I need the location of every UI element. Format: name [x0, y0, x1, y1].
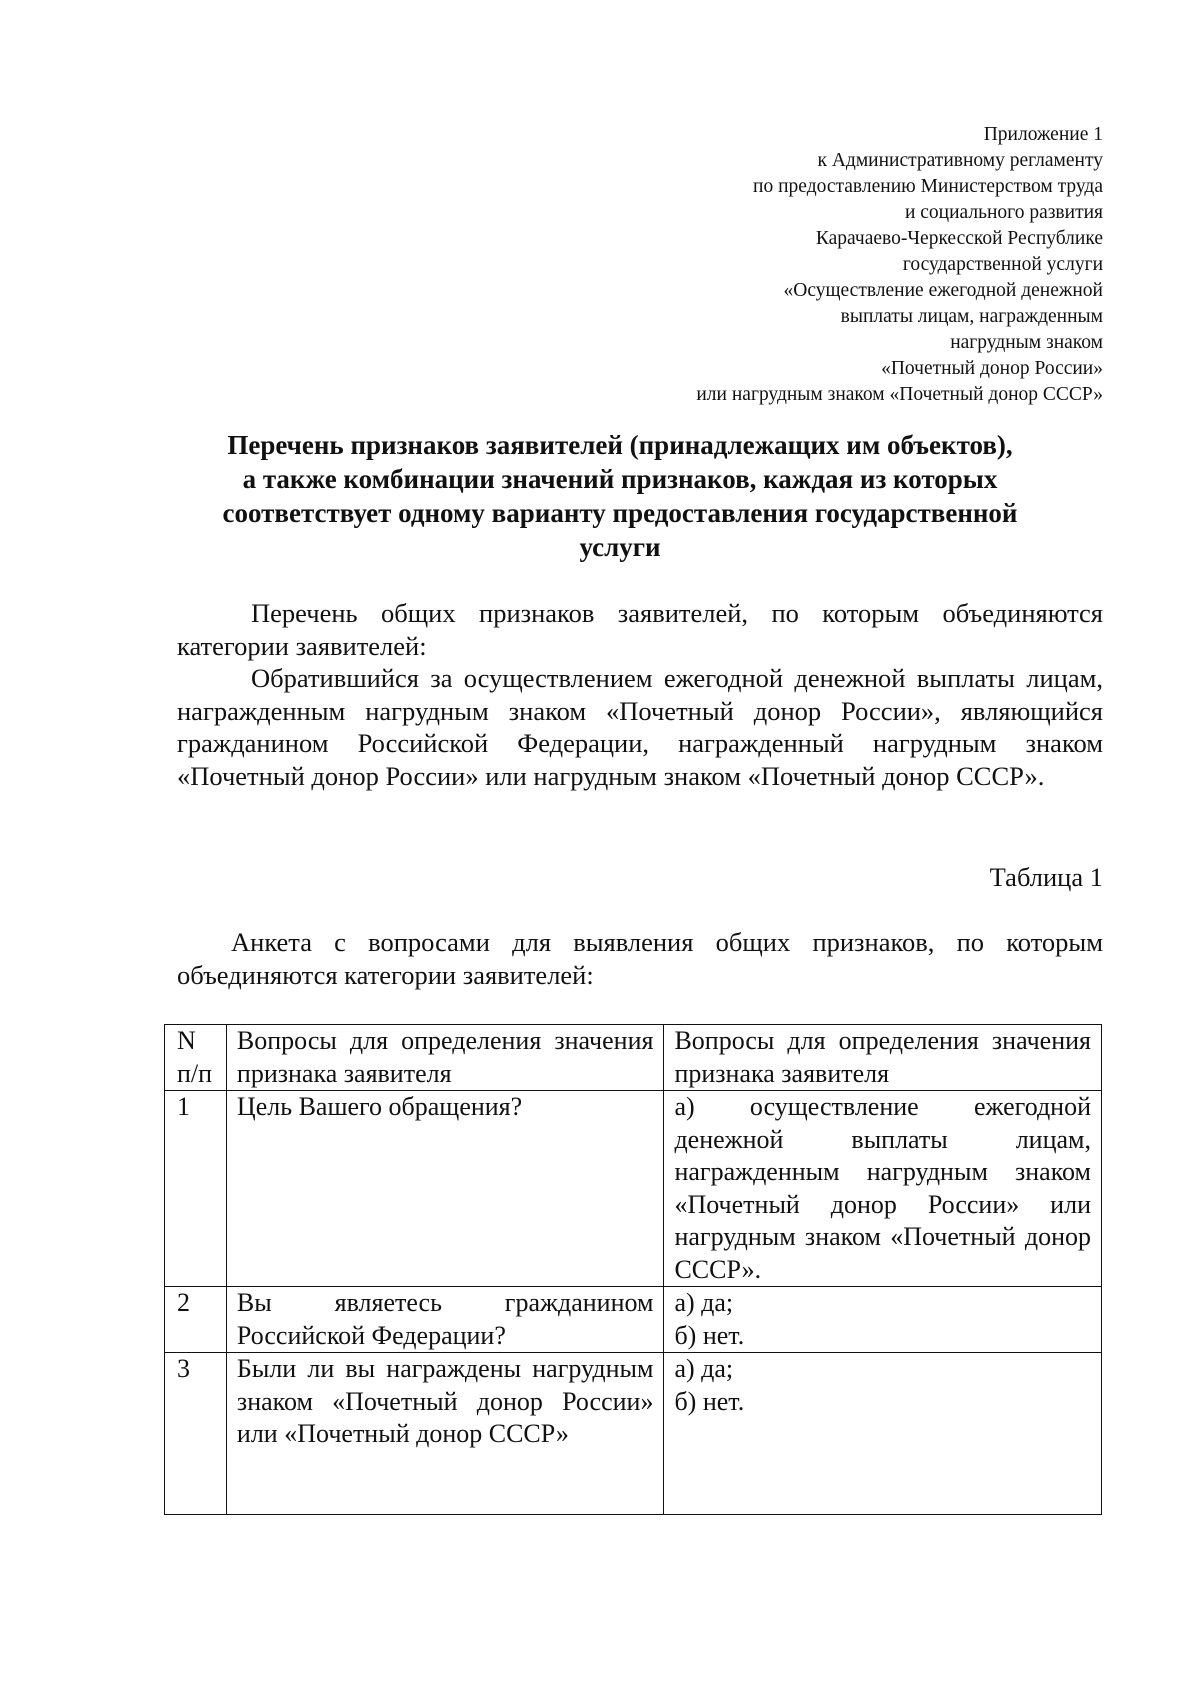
- survey-table: [164, 1024, 1102, 1515]
- appendix-line: государственной услуги: [902, 254, 1103, 275]
- row-question: Вы являетесь гражданином Российской Федерации?: [226, 1287, 664, 1353]
- appendix-line: по предоставлению Министерством труда: [753, 176, 1103, 197]
- row-answers: [664, 1091, 1102, 1287]
- table-row: [165, 1091, 1102, 1287]
- row-num: 3: [165, 1353, 227, 1515]
- table-header-row: [165, 1025, 1102, 1091]
- header-col3: Вопросы для определения значения признака заявителя: [664, 1025, 1102, 1091]
- document-title: [160, 428, 1080, 564]
- answer-line: а) осуществление ежегодной денежной выплаты лицам, награжденным нагрудным знаком «Почетный донор России» или нагрудным знаком «Почетный донор СССР».: [674, 1092, 1091, 1284]
- intro-text: [177, 597, 1103, 792]
- survey-intro: [177, 926, 1103, 991]
- appendix-line: к Административному регламенту: [817, 150, 1103, 171]
- title-line: соответствует одному варианту предоставления государственной: [222, 498, 1018, 528]
- answer-line: б) нет.: [674, 1320, 745, 1350]
- appendix-line: «Осуществление ежегодной денежной: [783, 280, 1103, 301]
- appendix-line: выплаты лицам, награжденным: [840, 306, 1103, 327]
- answer-line: б) нет.: [674, 1386, 745, 1416]
- intro-paragraph-1: Перечень общих признаков заявителей, по которым объединяются категории заявителей:: [177, 598, 1103, 661]
- appendix-line: Приложение 1: [983, 124, 1103, 145]
- title-line: а также комбинации значений признаков, каждая из которых: [242, 464, 998, 494]
- appendix-line: нагрудным знаком: [950, 332, 1103, 353]
- header-col2: Вопросы для определения значения признака заявителя: [226, 1025, 664, 1091]
- title-line: услуги: [579, 532, 661, 562]
- answer-line: а) да;: [674, 1288, 734, 1317]
- title-line: Перечень признаков заявителей (принадлежащих им объектов),: [227, 430, 1013, 460]
- table-label: Таблица 1: [989, 862, 1103, 892]
- appendix-line: Карачаево-Черкесской Республике: [815, 228, 1103, 249]
- appendix-line: и социального развития: [904, 202, 1103, 223]
- table-row: [165, 1353, 1102, 1515]
- appendix-header: [463, 122, 1103, 408]
- row-question: Цель Вашего обращения?: [226, 1091, 664, 1287]
- survey-intro-paragraph: Анкета с вопросами для выявления общих признаков, по которым объединяются категории заявителей:: [177, 927, 1103, 990]
- row-num: 2: [165, 1287, 227, 1353]
- row-num: 1: [165, 1091, 227, 1287]
- table-row: [165, 1287, 1102, 1353]
- appendix-line: или нагрудным знаком «Почетный донор СССР»: [696, 384, 1103, 405]
- appendix-line: «Почетный донор России»: [881, 358, 1103, 379]
- header-num: N п/п: [165, 1025, 227, 1091]
- row-answers: [664, 1287, 1102, 1353]
- intro-paragraph-2: Обратившийся за осуществлением ежегодной денежной выплаты лицам, награжденным нагрудным знаком «Почетный донор России», являющийся гражданином Российской Федерации, награжденный нагрудным знаком «Почетный донор России» или нагрудным знаком «Почетный донор СССР».: [177, 663, 1103, 791]
- answer-line: а) да;: [674, 1354, 734, 1383]
- row-question: Были ли вы награждены нагрудным знаком «Почетный донор России» или «Почетный донор СССР»: [226, 1353, 664, 1515]
- row-answers: [664, 1353, 1102, 1515]
